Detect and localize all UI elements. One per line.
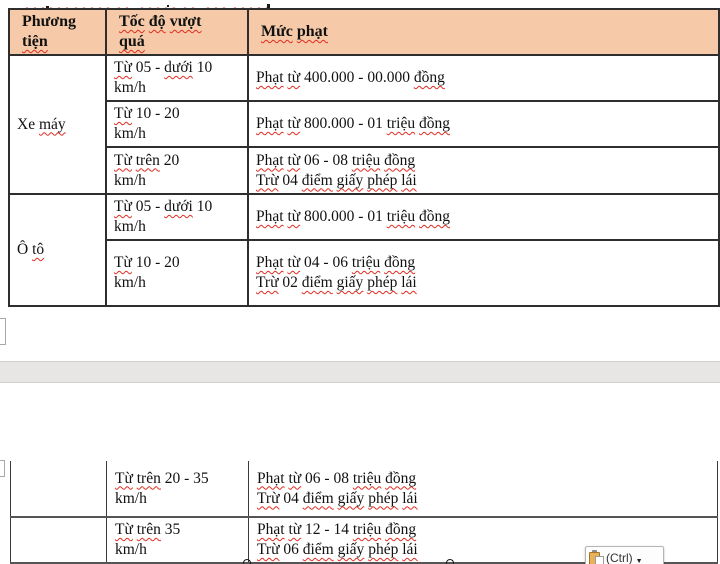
clipped-text-tip (243, 559, 251, 564)
misspelled-word: từ (287, 254, 301, 271)
misspelled-word: phép (367, 274, 398, 291)
misspelled-word: Từ (114, 151, 132, 169)
vehicle-cell-o-to[interactable]: Ô tô (9, 194, 106, 306)
table-row (9, 55, 719, 101)
table-row (11, 461, 718, 517)
misspelled-word: triệu (351, 254, 381, 271)
table-header-row (9, 9, 719, 55)
misspelled-word: phép (368, 541, 399, 558)
misspelled-word: lái (402, 489, 418, 507)
fine-cell[interactable]: Phạt từ 06 - 08 triệu đồng Trừ 04 điểm giấy phép lái (248, 147, 719, 194)
vehicle-cell-xe-may[interactable]: Xe máy (9, 55, 106, 194)
misspelled-word: trên (136, 521, 161, 538)
table-row (9, 240, 719, 306)
misspelled-word: phép (367, 171, 398, 189)
misspelled-word: trên (135, 151, 160, 169)
misspelled-word: Phạt (257, 521, 285, 538)
vehicle-cell-empty[interactable] (11, 461, 107, 517)
misspelled-word: triệu (386, 208, 416, 225)
fine-cell[interactable]: Phạt từ 400.000 - 00.000 đồng (248, 55, 719, 101)
misspelled-word: Phạt (256, 69, 284, 86)
header-cell-toc-do-vuot-qua[interactable] (106, 9, 248, 55)
misspelled-word: Phạt (256, 151, 284, 169)
misspelled-word: đồng (385, 469, 417, 487)
misspelled-word: triệu (352, 469, 382, 487)
misspelled-word: dưới (164, 59, 193, 76)
clipped-left-margin-box (0, 460, 5, 477)
fine-cell[interactable]: Phạt từ 06 - 08 triệu đồng Trừ 04 điểm giấy phép lái (249, 461, 718, 517)
misspelled-word: triệu (351, 151, 381, 169)
misspelled-word: Phạt (256, 115, 284, 132)
misspelled-word: điểm (301, 274, 333, 291)
misspelled-word: phép (368, 489, 399, 507)
misspelled-word: Phạt (256, 208, 284, 225)
speeding-fines-table (8, 8, 720, 307)
fine-cell[interactable]: Phạt từ 800.000 - 01 triệu đồng (248, 194, 719, 240)
speed-cell[interactable]: Từ 05 - dưới 10 km/h (106, 194, 248, 240)
speed-cell[interactable]: Từ trên 35 km/h (107, 517, 249, 563)
speed-cell[interactable]: Từ 05 - dưới 10 km/h (106, 55, 248, 101)
misspelled-word: giấy (337, 541, 365, 558)
speed-cell[interactable]: Từ trên 20 km/h (106, 147, 248, 194)
misspelled-word: lái (401, 274, 417, 291)
page-break-gap (0, 361, 720, 383)
paste-options-button[interactable] (585, 546, 664, 564)
misspelled-word: lái (401, 171, 417, 189)
misspelled-word: từ (288, 521, 302, 538)
misspelled-word: Trừ (257, 541, 280, 558)
misspelled-word: đồng (384, 151, 416, 169)
speed-cell[interactable]: Từ 10 - 20 km/h (106, 240, 248, 306)
misspelled-word: máy (38, 115, 66, 133)
misspelled-word: điểm (301, 171, 333, 189)
misspelled-word: Trừ (257, 489, 280, 507)
misspelled-word: lái (402, 541, 418, 558)
chevron-down-icon[interactable]: ▼ (635, 557, 643, 564)
misspelled-word: vượt (169, 13, 202, 30)
speed-cell[interactable]: Từ 10 - 20 km/h (106, 101, 248, 147)
misspelled-word: điểm (302, 541, 334, 558)
header-cell-phuong-tien[interactable]: Phương tiện (9, 9, 106, 55)
speed-cell[interactable]: Từ trên 20 - 35 km/h (107, 461, 249, 517)
fine-cell[interactable]: Phạt từ 04 - 06 triệu đồng Trừ 02 điểm giấy phép lái (248, 240, 719, 306)
misspelled-word: đồng (385, 521, 417, 538)
clipped-left-margin-box (0, 318, 6, 345)
misspelled-word: Từ (114, 105, 132, 122)
misspelled-word: Từ (114, 198, 132, 215)
misspelled-word: tô (32, 241, 45, 258)
table-row (9, 194, 719, 240)
misspelled-word: giấy (336, 171, 364, 189)
misspelled-word: từ (287, 115, 301, 132)
clipped-text-tip (446, 559, 454, 564)
misspelled-word: độ (148, 13, 166, 30)
misspelled-word: Tốc (119, 13, 145, 30)
table-row (9, 147, 719, 194)
misspelled-word: từ (287, 208, 301, 225)
misspelled-word: đồng (413, 69, 445, 86)
misspelled-word: triệu (386, 115, 416, 132)
misspelled-word: từ (288, 469, 302, 487)
misspelled-word: Phạt (257, 469, 285, 487)
misspelled-word: Trừ (256, 171, 279, 189)
misspelled-word: Từ (114, 254, 132, 271)
paste-options-label: (Ctrl) (606, 551, 633, 564)
misspelled-word: triệu (352, 521, 382, 538)
misspelled-word: tiện (22, 33, 48, 50)
misspelled-word: từ (287, 151, 301, 169)
misspelled-word: trên (136, 469, 161, 487)
vehicle-cell-empty[interactable] (11, 517, 107, 563)
misspelled-word: giấy (336, 274, 364, 291)
misspelled-word: Mức (261, 23, 293, 40)
misspelled-word: quá (119, 33, 145, 50)
clipboard-paste-icon (589, 550, 604, 564)
misspelled-word: đồng (384, 254, 416, 271)
misspelled-word: Từ (115, 521, 133, 538)
misspelled-word: phạt (296, 23, 328, 40)
header-cell-muc-phat[interactable] (248, 9, 719, 55)
misspelled-word: Từ (114, 59, 132, 76)
table-row (9, 101, 719, 147)
misspelled-word: điểm (302, 489, 334, 507)
fine-cell[interactable]: Phạt từ 12 - 14 triệu đồng Trừ 06 điểm giấy phép lái (249, 517, 718, 563)
fine-cell[interactable]: Phạt từ 800.000 - 01 triệu đồng (248, 101, 719, 147)
misspelled-word: đồng (418, 115, 450, 132)
misspelled-word: Phạt (256, 254, 284, 271)
misspelled-word: dưới (164, 198, 193, 215)
misspelled-word: Từ (115, 469, 133, 487)
misspelled-word: Trừ (256, 274, 279, 291)
misspelled-word: giấy (337, 489, 365, 507)
misspelled-word: đồng (418, 208, 450, 225)
misspelled-word: từ (287, 69, 301, 86)
